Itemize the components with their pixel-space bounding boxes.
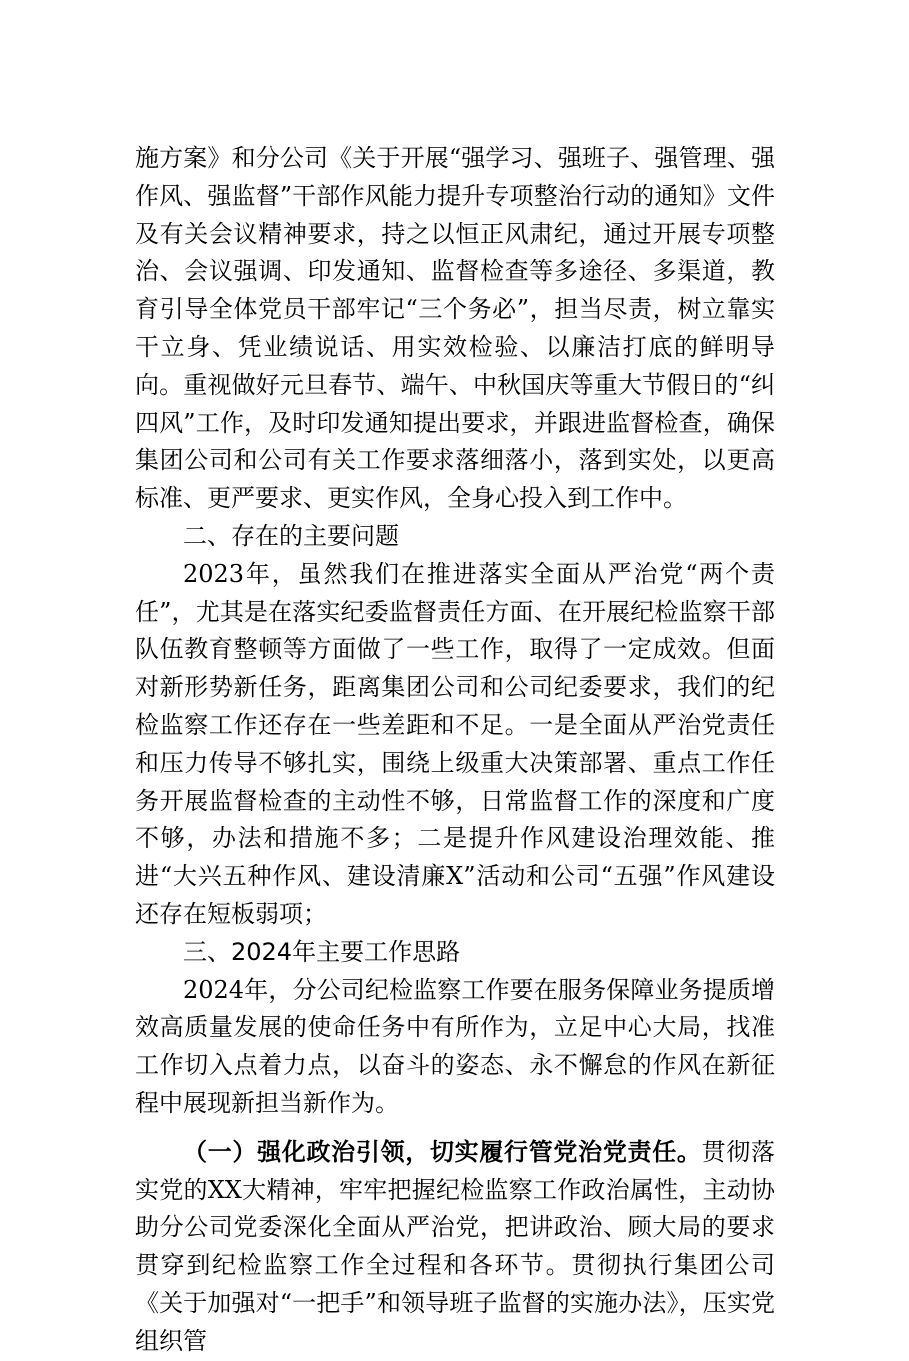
paragraph-implementation-plan: 施方案》和分公司《关于开展“强学习、强班子、强管理、强作风、强监督”干部作风能力提升专项整治行动的通知》文件及有关会议精神要求，持之以恒正风肃纪，通过开展专项整治、会议强调、印发通知、监督检查等多途径、多渠道，教育引导全体党员干部牢记“三个务必”，担当尽责，树立靠实干立身、凭业绩说话、用实效检验、以廉洁打底的鲜明导向。重视做好元旦春节、端午、中秋国庆等重大节假日的“纠四风”工作，及时印发通知提出要求，并跟进监督检查，确保集团公司和公司有关工作要求落细落小，落到实处，以更高标准、更严要求、更实作风，全身心投入到工作中。	[135, 144, 775, 513]
document-body	[135, 140, 775, 1361]
paragraph-main-problems: 2023年，虽然我们在推进落实全面从严治党“两个责任”，尤其是在落实纪委监督责任方面、在开展纪检监察干部队伍教育整顿等方面做了一些工作，取得了一定成效。但面对新形势新任务，距离集团公司和公司纪委要求，我们的纪检监察工作还存在一些差距和不足。一是全面从严治党责任和压力传导不够扎实，围绕上级重大决策部署、重点工作任务开展监督检查的主动性不够，日常监督工作的深度和广度不够，办法和措施不多；二是提升作风建设治理效能、推进“大兴五种作风、建设清廉X”活动和公司“五强”作风建设还存在短板弱项；	[135, 559, 775, 928]
paragraph-political-guidance	[135, 1133, 775, 1361]
section-heading-2024-work-plan: 三、2024年主要工作思路	[183, 937, 461, 966]
paragraph-2024-work-plan: 2024年，分公司纪检监察工作要在服务保障业务提质增效高质量发展的使命任务中有所作为，立足中心大局，找准工作切入点着力点，以奋斗的姿态、永不懈怠的作风在新征程中展现新担当新作为。	[135, 975, 775, 1117]
paragraph-political-guidance-body: 贯彻落实党的XX大精神，牢牢把握纪检监察工作政治属性，主动协助分公司党委深化全面从严治党，把讲政治、顾大局的要求贯穿到纪检监察工作全过程和各环节。贯彻执行集团公司《关于加强对“一把手”和领导班子监督的实施办法》，压实党组织管	[135, 1137, 776, 1355]
paragraph-political-guidance-lead: （一）强化政治引领，切实履行管党治党责任。	[183, 1136, 702, 1166]
section-heading-main-problems: 二、存在的主要问题	[183, 521, 399, 550]
